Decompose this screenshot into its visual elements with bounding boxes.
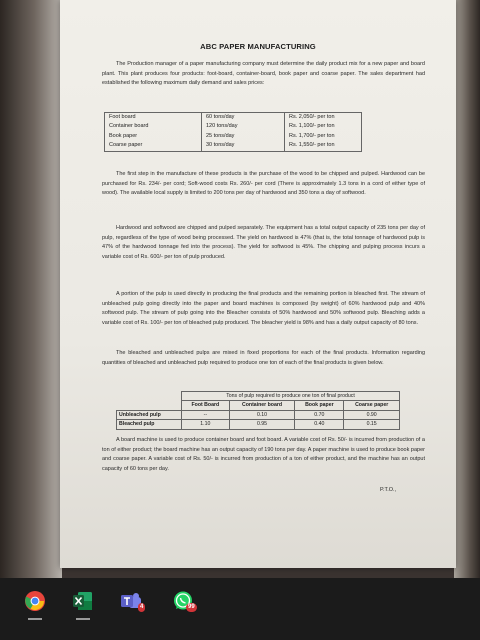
quantity-cell: 60 tons/day [202,113,285,123]
price-cell: Rs. 1,700/- per ton [285,132,362,141]
table-cell: 0.10 [229,410,295,419]
table-caption: Tons of pulp required to produce one ton of final product [182,392,400,401]
paragraph-wood-purchase: The first step in the manufacture of these products is the purchase of the wood to be chipped and pulped. Hardwood can be purchased for Rs. 234/- per cord; Soft-wood costs Rs. 260/- per cord (There is approximately 1.3 tons in a cord of either type of wood). The available local supply is limited to 200 tons per day of hardwood and 350 tons a day of softwood. [102,171,425,197]
table-row [105,113,362,123]
table-cell: 0.95 [229,420,295,429]
product-cell: Container board [105,122,202,131]
table-row [105,132,362,141]
demand-table [104,112,362,152]
column-header: Book paper [295,401,344,410]
paragraph-pulping: Hardwood and softwood are chipped and pulped separately. The equipment has a total output capacity of 235 tons per day of pulp, regardless of the type of wood being processed. The yield on hardwood is 47% (that is, the total tonnage of hardwood pulp is 47% of the hardwood tonnage fed into the process). The yield for softwood is 45%. The chipping and pulping process incurs a variable cost of Rs. 600/- per ton of pulp produced. [102,225,425,260]
column-header: Container board [229,401,295,410]
table-header-row [117,401,400,410]
row-header: Unbleached pulp [117,410,182,419]
chrome-active-indicator [28,618,42,620]
product-cell: Coarse paper [105,141,202,151]
column-header: Coarse paper [344,401,400,410]
whatsapp-notification-badge: 99 [188,604,195,610]
excel-icon[interactable] [72,590,94,612]
paragraph-intro: The Production manager of a paper manufacturing company must determine the daily product mix for a new paper and board plant. This plant produces four products: foot-board, container-board, book paper and coarse paper. The sales department had established the following maximum daily demand and sales prices: [102,61,425,87]
chrome-icon[interactable] [24,590,46,612]
quantity-cell: 25 tons/day [202,132,285,141]
price-cell: Rs. 1,100/- per ton [285,122,362,131]
column-header: Foot Board [182,401,230,410]
table-cell: 0.40 [295,420,344,429]
quantity-cell: 30 tons/day [202,141,285,151]
paragraph-mixing: The bleached and unbleached pulps are mixed in fixed proportions for each of the final products. Information regarding quantities of bleached and unbleached pulp required to produce one ton of each of the final products is given below. [102,350,425,366]
table-cell: 0.90 [344,410,400,419]
table-cell: 1.10 [182,420,230,429]
table-caption-row [117,392,400,401]
price-cell: Rs. 2,050/- per ton [285,113,362,123]
product-cell: Foot board [105,113,202,123]
desk-background-right [454,0,480,640]
quantity-cell: 120 tons/day [202,122,285,131]
paragraph-machines: A board machine is used to produce container board and foot board. A variable cost of Rs. 50/- is incurred from production of a ton of either product; the board machine has an output capacity of 190 tons per day. A paper machine is used to produce book paper and coarse paper. A variable cost of Rs. 50/- is incurred from production of a ton of either product, and the machine has an output capacity of 60 tons per day. [102,437,425,472]
price-cell: Rs. 1,550/- per ton [285,141,362,151]
table-row [117,420,400,429]
table-cell: 0.70 [295,410,344,419]
pulp-requirements-table [116,391,400,430]
teams-notification-badge: 4 [140,604,144,610]
table-row [105,122,362,131]
excel-active-indicator [76,618,90,620]
product-cell: Book paper [105,132,202,141]
table-row [105,141,362,151]
desk-background-left [0,0,62,640]
table-row [117,410,400,419]
page-title: ABC PAPER MANUFACTURING [200,42,316,51]
table-cell: -- [182,410,230,419]
paragraph-bleaching: A portion of the pulp is used directly in producing the final products and the remaining portion is bleached first. The stream of unbleached pulp going directly into the paper and board machines is composed (by weight) of 60% hardwood pulp and 40% softwood pulp. The stream of pulp going into the Bleacher consists of 50% hardwood and 50% softwood pulp. Bleaching adds a variable cost of Rs. 100/- per ton of bleached pulp produced. The bleacher yield is 98% and has a daily output capacity of 80 tons. [102,291,425,326]
pto-note: P.T.O., [380,487,397,493]
document-page [60,0,456,568]
table-cell: 0.15 [344,420,400,429]
row-header: Bleached pulp [117,420,182,429]
